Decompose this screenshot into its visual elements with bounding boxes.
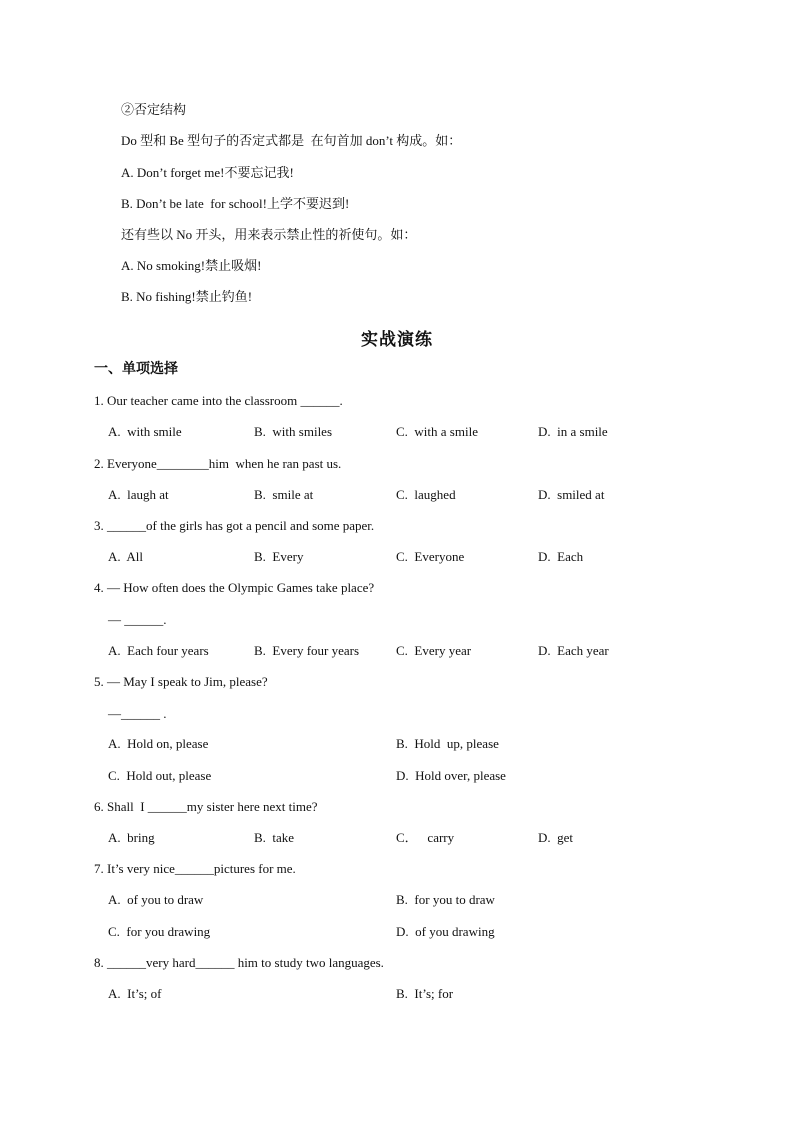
question-2-stem: 2. Everyone________him when he ran past us. <box>94 456 342 471</box>
q4-option-c[interactable]: C. Every year <box>396 643 472 658</box>
q3-option-d[interactable]: D. Each <box>538 549 584 564</box>
q6-option-c[interactable]: C． carry <box>396 830 455 845</box>
question-8-stem: 8. ______very hard______ him to study two languages. <box>94 955 384 970</box>
q1-option-b[interactable]: B. with smiles <box>254 424 333 439</box>
q3-option-b[interactable]: B. Every <box>254 549 304 564</box>
question-4-stem: 4. — How often does the Olympic Games take place? <box>94 580 375 595</box>
grammar-heading: ②否定结构 <box>121 102 187 117</box>
q5-option-b[interactable]: B. Hold up, please <box>396 736 499 751</box>
q7-option-c[interactable]: C. for you drawing <box>108 924 211 939</box>
q5-option-d[interactable]: D. Hold over, please <box>396 768 506 783</box>
q3-option-a[interactable]: A. All <box>108 549 144 564</box>
q2-option-d[interactable]: D. smiled at <box>538 487 605 502</box>
grammar-no-rule: 还有些以 No 开头，用来表示禁止性的祈使句。如： <box>121 227 417 242</box>
grammar-example-a: A. Don’t forget me!不要忘记我! <box>121 165 294 180</box>
section-title: 一、单项选择 <box>94 362 178 377</box>
grammar-no-example-a: A. No smoking!禁止吸烟! <box>121 258 262 273</box>
q6-option-d[interactable]: D. get <box>538 830 574 845</box>
q8-option-a[interactable]: A. It’s; of <box>108 986 162 1001</box>
question-4-response: — ______. <box>108 612 167 627</box>
q7-option-a[interactable]: A. of you to draw <box>108 892 204 907</box>
q2-option-c[interactable]: C. laughed <box>396 487 456 502</box>
q2-option-a[interactable]: A. laugh at <box>108 487 169 502</box>
question-1-stem: 1. Our teacher came into the classroom ______. <box>94 393 343 408</box>
q4-option-d[interactable]: D. Each year <box>538 643 609 658</box>
grammar-rule: Do 型和 Be 型句子的否定式都是 在句首加 don’t 构成。如： <box>121 133 462 148</box>
grammar-no-example-b: B. No fishing!禁止钓鱼! <box>121 289 253 304</box>
q7-option-d[interactable]: D. of you drawing <box>396 924 495 939</box>
q1-option-d[interactable]: D. in a smile <box>538 424 608 439</box>
q4-option-a[interactable]: A. Each four years <box>108 643 209 658</box>
q1-option-c[interactable]: C. with a smile <box>396 424 478 439</box>
question-6-stem: 6. Shall I ______my sister here next time? <box>94 799 318 814</box>
question-3-stem: 3. ______of the girls has got a pencil and some paper. <box>94 518 375 533</box>
grammar-example-b: B. Don’t be late for school!上学不要迟到! <box>121 196 350 211</box>
question-5-stem: 5. — May I speak to Jim, please? <box>94 674 268 689</box>
q8-option-b[interactable]: B. It’s; for <box>396 986 454 1001</box>
q6-option-b[interactable]: B. take <box>254 830 295 845</box>
q4-option-b[interactable]: B. Every four years <box>254 643 360 658</box>
q5-option-c[interactable]: C. Hold out, please <box>108 768 212 783</box>
q6-option-a[interactable]: A. bring <box>108 830 155 845</box>
page-title: 实战演练 <box>361 330 433 349</box>
q7-option-b[interactable]: B. for you to draw <box>396 892 495 907</box>
q1-option-a[interactable]: A. with smile <box>108 424 182 439</box>
question-7-stem: 7. It’s very nice______pictures for me. <box>94 861 296 876</box>
question-5-response: —______ . <box>108 706 167 721</box>
q5-option-a[interactable]: A. Hold on, please <box>108 736 209 751</box>
q3-option-c[interactable]: C. Everyone <box>396 549 465 564</box>
q2-option-b[interactable]: B. smile at <box>254 487 314 502</box>
